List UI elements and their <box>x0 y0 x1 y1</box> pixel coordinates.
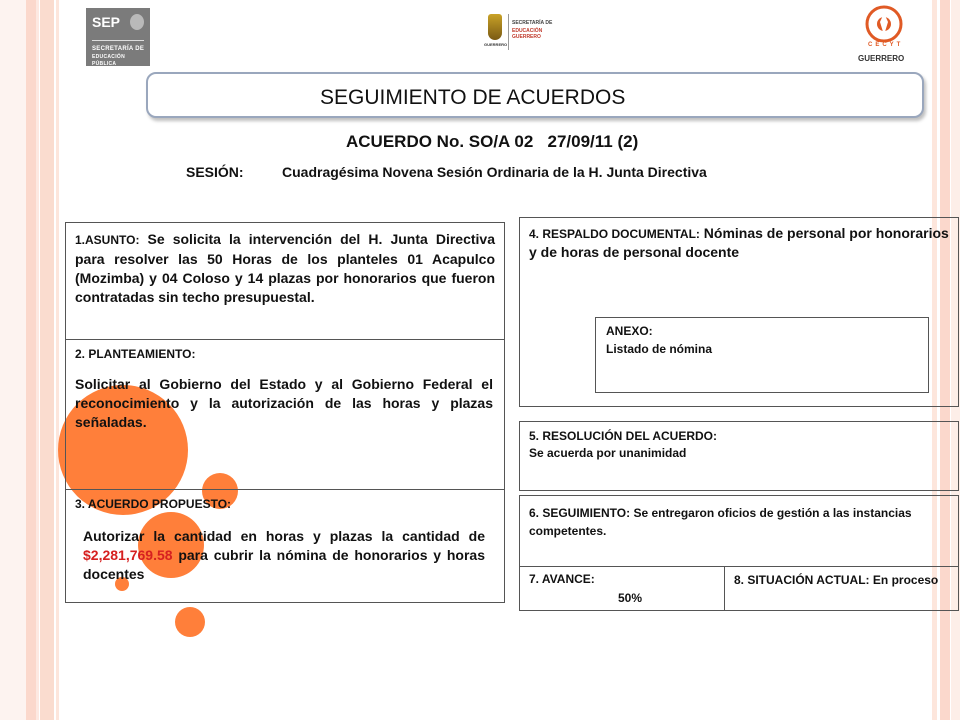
acuerdo-amount: $2,281,769.58 <box>83 547 173 563</box>
guerrero-state-label: GUERRERO <box>484 42 508 47</box>
situacion-text: En proceso <box>869 573 939 587</box>
title-box <box>146 72 924 118</box>
respaldo-text: Nóminas de personal por honorarios y de horas de personal docente <box>529 225 949 260</box>
cecyt-ring-text: CECYT <box>868 42 904 48</box>
sep-logo-caption-2: EDUCACIÓN PÚBLICA <box>92 54 125 67</box>
resolucion-box <box>519 421 959 491</box>
seguimiento-label: 6. SEGUIMIENTO: <box>529 506 631 520</box>
left-stripe-1 <box>26 0 36 720</box>
sep-logo-divider <box>92 40 144 41</box>
asunto-content <box>75 230 495 307</box>
resolucion-label: 5. RESOLUCIÓN DEL ACUERDO: <box>529 429 718 443</box>
situacion-box <box>724 566 959 611</box>
acuerdo-propuesto-box <box>65 489 505 603</box>
sep-logo <box>86 8 150 66</box>
guerrero-logo-caption-2: EDUCACIÓN GUERRERO <box>512 28 543 40</box>
planteamiento-label: 2. PLANTEAMIENTO: <box>75 347 196 361</box>
respaldo-box <box>519 217 959 407</box>
left-stripe-3 <box>40 0 54 720</box>
anexo-box <box>595 317 929 393</box>
guerrero-logo-divider <box>508 14 509 50</box>
respaldo-label: 4. RESPALDO DOCUMENTAL: <box>529 227 700 241</box>
anexo-label: ANEXO: <box>606 324 653 338</box>
cecyt-logo <box>852 2 916 66</box>
sep-logo-letters: SEP <box>92 14 121 30</box>
sesion-value: Cuadragésima Novena Sesión Ordinaria de la H. Junta Directiva <box>282 164 707 180</box>
acuerdo-propuesto-text-before: Autorizar la cantidad en horas y plazas la cantidad de <box>83 528 485 544</box>
seguimiento-text: Se entregaron oficios de gestión a las instancias competentes. <box>529 506 912 538</box>
asunto-label: 1.ASUNTO: <box>75 233 140 247</box>
sep-logo-caption-1: SECRETARÍA DE <box>92 46 145 52</box>
planteamiento-text: Solicitar al Gobierno del Estado y al Gobierno Federal el reconocimiento y la autorización de las horas y plazas señaladas. <box>75 376 493 430</box>
sesion-label: SESIÓN: <box>186 164 244 180</box>
resolucion-text: Se acuerda por unanimidad <box>529 446 687 460</box>
left-stripe-4 <box>56 0 59 720</box>
avance-label: 7. AVANCE: <box>529 572 595 586</box>
avance-value: 50% <box>618 591 643 605</box>
mexico-eagle-icon <box>130 14 144 30</box>
page-title: SEGUIMIENTO DE ACUERDOS <box>320 86 626 109</box>
asunto-box <box>65 222 505 340</box>
respaldo-content <box>529 224 949 261</box>
left-stripe-2 <box>36 0 39 720</box>
acuerdo-propuesto-content <box>83 527 485 584</box>
planteamiento-box <box>65 339 505 490</box>
seguimiento-content <box>529 504 949 540</box>
guerrero-shield-icon <box>488 14 502 40</box>
acuerdo-propuesto-text-after: para cubrir la nómina de honorarios y horas docentes <box>83 547 485 582</box>
situacion-content <box>734 572 950 589</box>
cecyt-state-label: GUERRERO <box>858 54 905 63</box>
anexo-text: Listado de nómina <box>606 342 713 356</box>
avance-box <box>519 566 725 611</box>
decorative-circle-bottom <box>175 607 205 637</box>
guerrero-logo-caption-1: SECRETARÍA DE <box>512 20 553 26</box>
asunto-text: Se solicita la intervención del H. Junta Directiva para resolver las 50 Horas de los planteles 01 Acapulco (Mozimba) y 04 Coloso y 14 plazas por honorarios que fueron contratadas sin techo presupuestal. <box>75 231 495 305</box>
acuerdo-number: ACUERDO No. SO/A 02 27/09/11 (2) <box>346 132 639 151</box>
acuerdo-propuesto-label: 3. ACUERDO PROPUESTO: <box>75 497 232 511</box>
guerrero-logo <box>486 12 556 58</box>
seguimiento-box <box>519 495 959 567</box>
situacion-label: 8. SITUACIÓN ACTUAL: <box>734 573 870 587</box>
left-stripe-outer <box>0 0 26 720</box>
